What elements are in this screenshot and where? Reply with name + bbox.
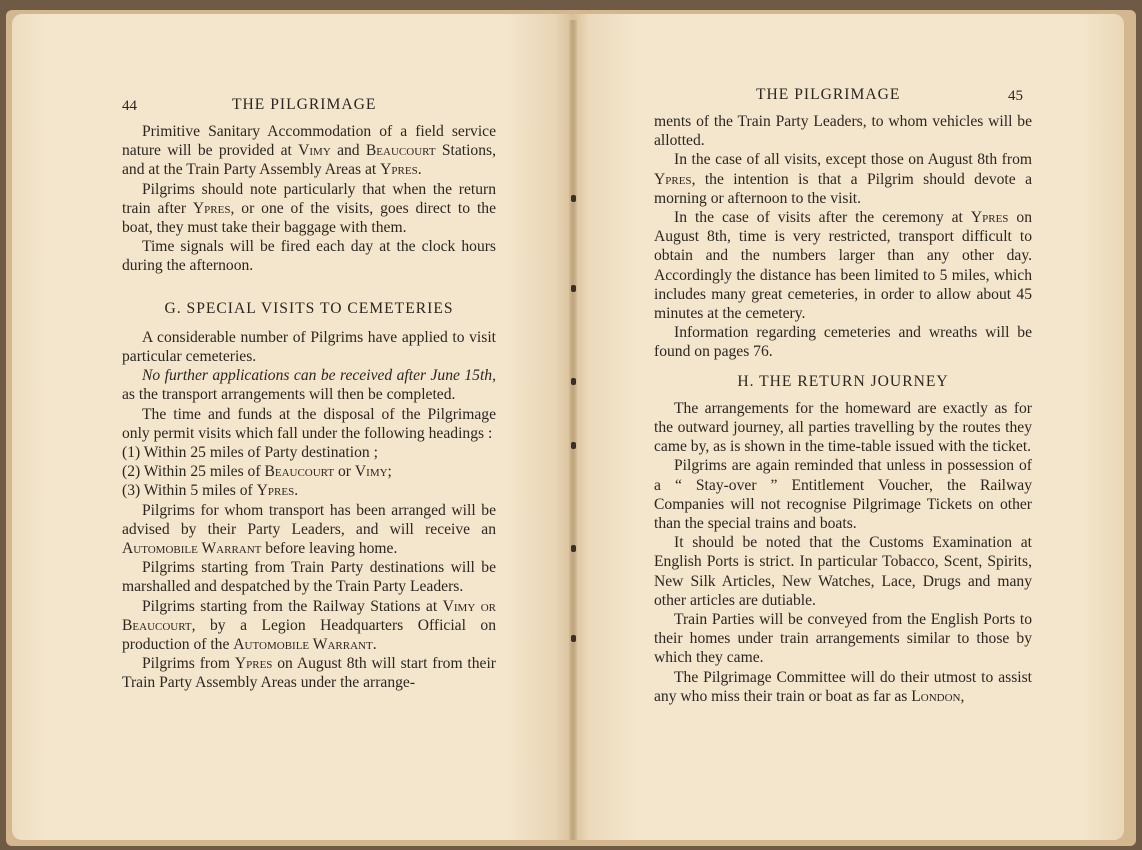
paragraph: Pilgrims starting from the Railway Stations at Vimy or Beaucourt, by a Legion Headquarters Official on production of the Automobile Warrant. bbox=[122, 597, 496, 654]
page-number-left: 44 bbox=[122, 98, 137, 114]
paragraph: No further applications can be received after June 15th, as the transport arrangements will then be completed. bbox=[122, 367, 496, 404]
binding-stitch bbox=[571, 442, 576, 449]
binding-stitch bbox=[571, 378, 576, 385]
section-heading-h: H. THE RETURN JOURNEY bbox=[737, 372, 949, 390]
page-number-right: 45 bbox=[1008, 88, 1023, 104]
paragraph: In the case of all visits, except those on August 8th from Ypres, the intention is that a Pilgrim should devote a morning or afternoon to the visit. bbox=[654, 151, 1032, 207]
paragraph: Pilgrims are again reminded that unless in possession of a “ Stay-over ” Entitlement Voucher, the Railway Companies will not recognise Pilgrimage Tickets on other than the special trains and boats. bbox=[654, 457, 1032, 533]
paragraph: Pilgrims should note particularly that when the return train after Ypres, or one of the visits, goes direct to the boat, they must take their baggage with them. bbox=[122, 180, 497, 237]
paragraph: The arrangements for the homeward are exactly as for the outward journey, all parties travelling by the routes they came by, as is shown in the time-table issued with the ticket. bbox=[654, 399, 1032, 456]
paragraph: Primitive Sanitary Accommodation of a field service nature will be provided at Vimy and Beaucourt Stations, and at the Train Party Assembly Areas at Ypres. bbox=[122, 123, 496, 179]
paragraph: Information regarding cemeteries and wreaths will be found on pages 76. bbox=[654, 324, 1032, 361]
paragraph: A considerable number of Pilgrims have applied to visit particular cemeteries. bbox=[122, 328, 496, 366]
left-page bbox=[12, 14, 572, 840]
paragraph: ments of the Train Party Leaders, to whom vehicles will be allotted. bbox=[654, 113, 1032, 150]
paragraph: Time signals will be fired each day at the clock hours during the afternoon. bbox=[122, 238, 496, 275]
binding-stitch bbox=[571, 285, 576, 292]
paragraph: The time and funds at the disposal of the Pilgrimage only permit visits which fall under the following headings : bbox=[122, 405, 496, 442]
right-page bbox=[572, 14, 1124, 840]
paragraph: Train Parties will be conveyed from the English Ports to their homes under train arrangements similar to those by which they came. bbox=[654, 611, 1032, 667]
paragraph: Pilgrims from Ypres on August 8th will start from their Train Party Assembly Areas under the arrange- bbox=[122, 655, 497, 692]
paragraph: It should be noted that the Customs Examination at English Ports is strict. In particular Tobacco, Scent, Spirits, New Silk Articles, New Watches, Lace, Drugs and many other articles are dutiable. bbox=[654, 534, 1032, 609]
paragraph: In the case of visits after the ceremony at Ypres on August 8th, time is very restricted, transport difficult to obtain and the numbers larger than any other day. Accordingly the distance has been limited to 5 miles, which includes many great cemeteries, in order to allow about 45 minutes at the cemetery. bbox=[654, 209, 1032, 323]
section-heading-g: G. SPECIAL VISITS TO CEMETERIES bbox=[164, 299, 454, 317]
binding-stitch bbox=[571, 545, 576, 552]
list-item: (1) Within 25 miles of Party destination ; bbox=[122, 444, 378, 462]
binding-stitch bbox=[571, 635, 576, 642]
left-page-body bbox=[122, 122, 496, 693]
running-head-right: THE PILGRIMAGE bbox=[756, 86, 901, 103]
paragraph: Pilgrims starting from Train Party destinations will be marshalled and despatched by the Train Party Leaders. bbox=[122, 559, 496, 596]
book-gutter bbox=[569, 20, 577, 840]
binding-stitch bbox=[571, 195, 576, 202]
paragraph: The Pilgrimage Committee will do their utmost to assist any who miss their train or boat as far as London, bbox=[654, 668, 1032, 705]
list-item: (3) Within 5 miles of Ypres. bbox=[122, 482, 299, 500]
running-head-left: THE PILGRIMAGE bbox=[232, 96, 377, 113]
right-page-body bbox=[654, 112, 1032, 706]
paragraph: Pilgrims for whom transport has been arranged will be advised by their Party Leaders, and will receive an Automobile Warrant before leaving home. bbox=[122, 501, 496, 558]
list-item: (2) Within 25 miles of Beaucourt or Vimy; bbox=[122, 463, 392, 481]
open-book bbox=[6, 10, 1136, 846]
